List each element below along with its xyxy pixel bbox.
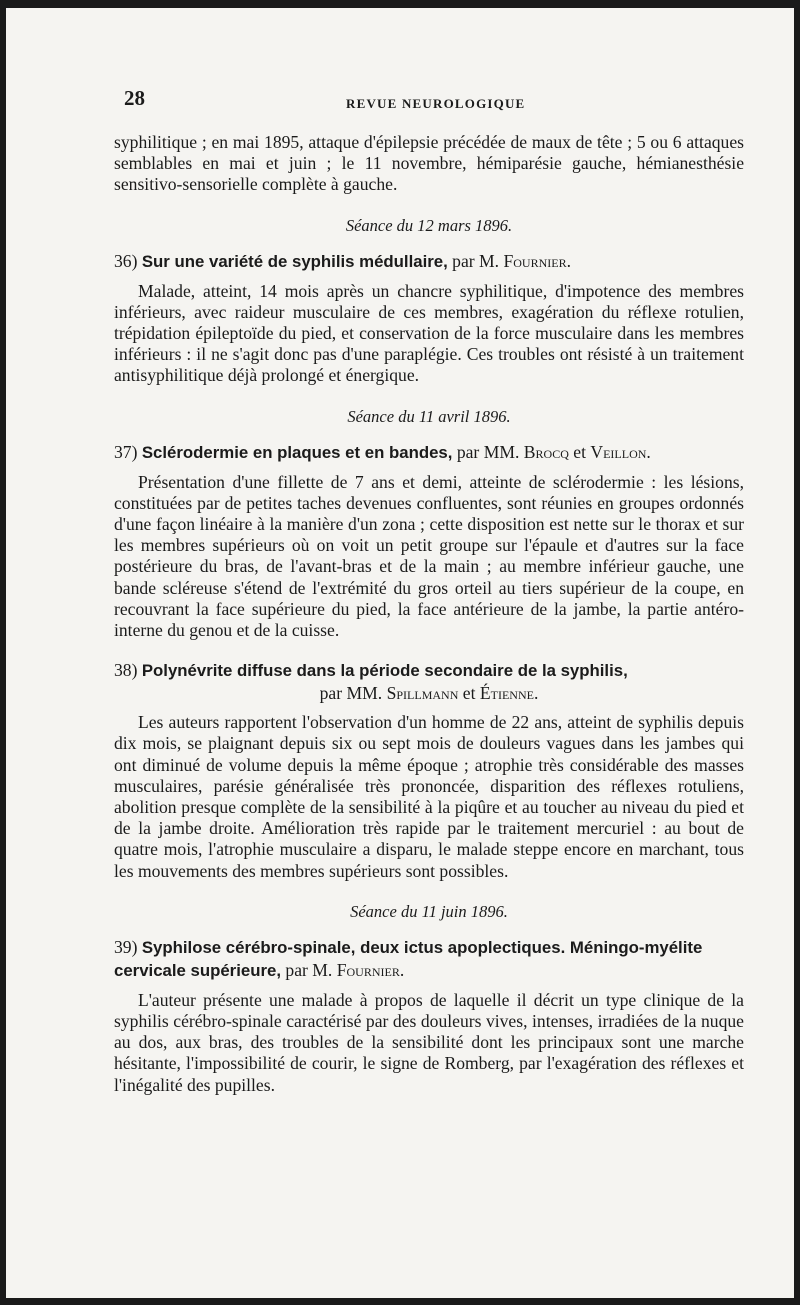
spacer bbox=[114, 641, 744, 659]
article-39-title: Syphilose cérébro-spinale, deux ictus apoplectiques. Méningo-myélite cervicale supérieure, bbox=[114, 937, 703, 980]
article-37-author-2: Veillon. bbox=[590, 441, 651, 462]
article-36-author: Fournier. bbox=[503, 250, 571, 271]
article-36-body: Malade, atteint, 14 mois après un chancre syphilitique, d'impotence des membres inférieurs, avec raideur musculaire de ces membres, exagération du réflexe rotulien, trépidation épileptoïde du pied, et conservation de la force musculaire dans les membres inférieurs : il ne s'agit donc pas d'une paraplégie. Ces troubles ont résisté à un traitement antisyphilitique déjà prolongé et énergique. bbox=[114, 280, 744, 386]
seance-heading-2: Séance du 11 avril 1896. bbox=[347, 406, 511, 426]
article-38-body: Les auteurs rapportent l'observation d'un homme de 22 ans, atteint de syphilis depuis dix mois, se plaignant depuis six ou sept mois de douleurs vagues dans les jambes qui ont diminué de volume depuis la même époque ; atrophie très considérable des masses musculaires, parésie généralisée très prononcée, disparition des réflexes rotuliens, abolition presque complète de la sensibilité à la piqûre et au toucher au niveau du pied et de la jambe droite. Amélioration très rapide par le traitement mercuriel : au bout de quatre mois, l'atrophie musculaire a disparu, le malade steppe encore en marchant, tous les mouvements des membres supérieurs sont possibles. bbox=[114, 712, 744, 881]
article-38-heading bbox=[114, 659, 744, 704]
article-37-and: et bbox=[573, 441, 586, 462]
article-38-and: et bbox=[462, 683, 476, 704]
article-39-heading bbox=[114, 936, 744, 982]
page-content bbox=[114, 132, 744, 1096]
article-36-number: 36) bbox=[114, 250, 138, 271]
seance-heading-3: Séance du 11 juin 1896. bbox=[350, 901, 508, 921]
article-37-body: Présentation d'une fillette de 7 ans et demi, atteinte de sclérodermie : les lésions, constituées par de petites taches devenues confluentes, sont réunies en groupes ordonnés d'une façon linéaire à la manière d'un zona ; cette disposition est nette sur le thorax et sur les membres supérieurs où on voit un petit groupe sur l'épaule et d'autres sur la face postérieure du bras, de l'avant-bras et de la main ; au membre inférieur gauche, une bande scléreuse s'étend de l'extrémité du gros orteil au tiers supérieur de la coupe, en recouvrant la face supérieure du pied, la face antérieure de la jambe, la partie antéro-interne du genou et de la cuisse. bbox=[114, 471, 744, 641]
intro-paragraph: syphilitique ; en mai 1895, attaque d'épilepsie précédée de maux de tête ; 5 ou 6 attaques semblables en mai et juin ; le 11 novembre, hémiparésie gauche, hémianesthésie sensitivo-sensorielle complète à gauche. bbox=[114, 132, 744, 195]
article-36-title: Sur une variété de syphilis médullaire, bbox=[141, 251, 448, 271]
journal-page bbox=[6, 8, 794, 1298]
article-38-number: 38) bbox=[114, 660, 138, 681]
article-39-by: par M. bbox=[285, 959, 333, 980]
article-38-author-2: Étienne. bbox=[479, 683, 539, 704]
article-39-author: Fournier. bbox=[336, 959, 405, 980]
article-38-author-1: Spillmann bbox=[386, 683, 459, 704]
article-38-title: Polynévrite diffuse dans la période secondaire de la syphilis, bbox=[141, 661, 628, 681]
article-37-title: Sclérodermie en plaques et en bandes, bbox=[141, 442, 453, 462]
article-36-heading bbox=[114, 250, 744, 273]
page-number: 28 bbox=[124, 86, 145, 110]
article-37-number: 37) bbox=[114, 441, 138, 462]
article-37-author-1: Brocq bbox=[523, 441, 569, 462]
article-37-heading bbox=[114, 441, 744, 464]
seance-heading-1: Séance du 12 mars 1896. bbox=[345, 215, 513, 235]
article-38-by: par MM. bbox=[319, 683, 383, 704]
article-39-body: L'auteur présente une malade à propos de laquelle il décrit un type clinique de la syphilis cérébro-spinale caractérisé par des douleurs vives, intenses, irradiées de la nuque au dos, aux bras, des troubles de la sensibilité dont les principaux sont une marche hésitante, l'impossibilité de courir, le signe de Romberg, par l'exagération des réflexes et l'inégalité des pupilles. bbox=[114, 989, 744, 1095]
article-37-by: par MM. bbox=[456, 441, 520, 462]
article-38-byline bbox=[114, 682, 744, 704]
article-36-by: par M. bbox=[452, 250, 500, 271]
running-title: REVUE NEUROLOGIQUE bbox=[346, 96, 526, 111]
article-39-number: 39) bbox=[114, 936, 138, 957]
page-header bbox=[124, 86, 744, 116]
